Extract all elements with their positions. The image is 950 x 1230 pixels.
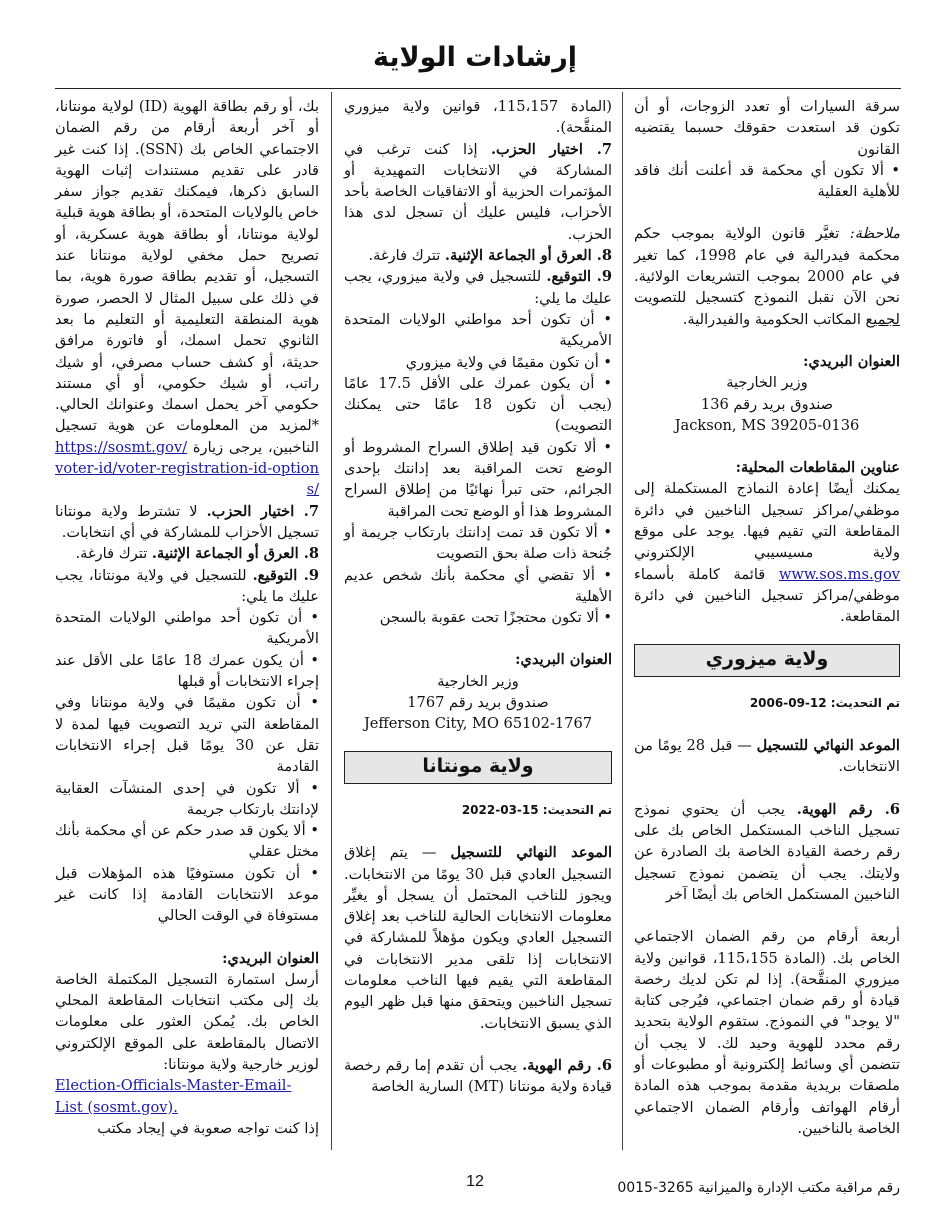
- mail-paragraph: أرسل استمارة التسجيل المكتملة الخاصة بك إلى مكتب انتخابات المقاطعة المحلي الخاص بك. يُمكن العثور على معلومات الاتصال بالمقاطعة على الموقع الإلكتروني لوزير خارجية ولاية مونتانا:: [55, 970, 319, 1074]
- ssn-paragraph: أربعة أرقام من رقم الضمان الاجتماعي الخاص بك. (المادة 115،155، قوانين ولاية ميزوري المنقَّحة). إذا لم تكن لديك رخصة قيادة أو رقم ضمان اجتماعي، فيُرجى كتابة "لا يوجد" في النموذج. ستقوم الولاية بتحديد رقم محدد للهوية وحيد لك. لا يجب أن تتضمن أي وسائط إلكترونية أو مطبوعات أو ملصقات بريدية مقدمة بموجب هذه المادة أرقام الهواتف وأرقام الضمان الاجتماعي الخاصة بالناخبين.: [634, 928, 900, 1137]
- requirement-item: • ألا تكون في إحدى المنشآت العقابية لإدانتك بارتكاب جريمة: [55, 779, 319, 818]
- local-text: يمكنك أيضًا إعادة النماذج المستكملة إلى موظفي/مراكز تسجيل الناخبين في دائرة المقاطعة التي تقيم فيها. يوجد على موقع ولاية مسيسيبي الإلكتروني: [634, 480, 900, 562]
- requirement-item: • أن تكون أحد مواطني الولايات المتحدة الأمريكية: [344, 310, 612, 350]
- section-heading-montana: ولاية مونتانا: [344, 751, 612, 784]
- id-text: يجب أن يحتوي نموذج تسجيل الناخب المستكمل الخاص بك على رقم رخصة القيادة الخاصة بك الصادرة عن ولايتك. يجب أن يتضمن نموذج تسجيل الناخبين المستكمل الخاص بك أيضًا آخر: [634, 800, 900, 903]
- requirement-item: • ألا يكون قد صدر حكم عن أي محكمة بأنك مختل عقلي: [55, 822, 319, 861]
- note-label: ملاحظة:: [849, 225, 900, 243]
- note-emphasis: لجميع: [865, 310, 900, 328]
- deadline-label: الموعد النهائي للتسجيل: [756, 737, 900, 755]
- deadline-paragraph: [634, 735, 900, 778]
- deadline-text: — يتم إغلاق التسجيل العادي قبل 30 يومًا من الانتخابات. ويجوز للناخب المحتمل أن يسجل أو يغيِّر معلومات الانتخابات الحالية للناخب بعد إغلاق التسجيل العادي ويكون مؤهلاً للمشاركة في الانتخابات إذا تلقى مدير الانتخابات في المقاطعة التي يقيم فيها الناخب معلومات تسجيل الناخبين ويتحقق منها قبل ظهر اليوم الذي يسبق الانتخابات.: [344, 844, 612, 1032]
- signature-paragraph: [55, 565, 319, 608]
- sos-ms-link[interactable]: www.sos.ms.gov: [778, 565, 900, 583]
- deadline-text: — قبل 28 يومًا من الانتخابات.: [634, 737, 900, 776]
- mail-label: العنوان البريدي:: [515, 651, 612, 669]
- party-text: لا تشترط ولاية مونتانا تسجيل الأحزاب للمشاركة في أي انتخابات.: [55, 502, 319, 541]
- requirement-item: • أن تكون مقيمًا في ولاية مونتانا وفي المقاطعة التي تريد التصويت فيها لمدة لا تقل عن 30 يومًا قبل إجراء الانتخابات القادمة: [55, 694, 320, 776]
- footer-control-number: رقم مراقبة مكتب الإدارة والميزانية 3265-0015: [617, 1180, 900, 1196]
- requirement-item: • أن يكون عمرك 18 عامًا على الأقل عند إجراء الانتخابات أو قبلها: [55, 651, 319, 691]
- race-label: 8. العرق أو الجماعة الإثنية.: [151, 545, 319, 563]
- id-label: 6. رقم الهوية.: [522, 1056, 612, 1074]
- requirement-item: • ألا تقضي أي محكمة بأنك شخص عديم الأهلية: [344, 566, 612, 605]
- mail-label: العنوان البريدي:: [222, 949, 319, 967]
- column-middle: [344, 96, 612, 1097]
- id-paragraph: [634, 799, 900, 905]
- sosmt-officials-link[interactable]: Election-Officials-Master-Email-List (sosmt.gov).: [55, 1077, 292, 1116]
- section-heading-missouri: ولاية ميزوري: [634, 644, 900, 677]
- address-line: صندوق بريد رقم 1767: [407, 694, 549, 712]
- note-paragraph: [634, 223, 900, 329]
- requirement-item: • أن تكون مقيمًا في ولاية ميزوري: [405, 353, 612, 371]
- party-paragraph: [344, 139, 612, 245]
- signature-text: للتسجيل في ولاية مونتانا، يجب عليك ما يلي:: [55, 566, 319, 605]
- race-text: تترك فارغة.: [368, 247, 445, 265]
- local-label: عناوين المقاطعات المحلية:: [735, 459, 900, 477]
- id-continued-text: بك، أو رقم بطاقة الهوية (ID) لولاية مونتانا، أو آخر أربعة أرقام من رقم الضمان الاجتماعي الخاص بك (SSN). إذا كنت غير قادر على تقديم مستندات إثبات الهوية السابق ذكرها، فيمكنك تقديم جواز سفر خاص بالولايات المتحدة، أو بطاقة هوية قبلية لولاية مونتانا، أو بطاقة هوية عسكرية، أو تصريح حمل مخفي لولاية مونتانا عند التسجيل، أو تقديم بطاقة صورة هوية، بما في ذلك على سبيل المثال لا الحصر، صورة هوية المنطقة التعليمية أو التعليم ما بعد الثانوي تحمل اسمك، أو فاتورة مرافق حديثة، أو كشف حساب مصرفي، أو شيك راتب، أو شيك حكومي، أو أي مستند حكومي آخر يحمل اسمك وعنوانك الحالي. *لمزيد من المعلومات عن هوية تسجيل الناخبين، يرجى زيارة: [55, 98, 320, 456]
- party-text: إذا كنت ترغب في المشاركة في الانتخابات التمهيدية أو المؤتمرات الحزبية أو الاتفاقيات الخاصة بأحد الأحزاب، فليس عليك أن تسجل لدى هذا الحزب.: [344, 140, 612, 243]
- race-paragraph: [344, 245, 612, 266]
- requirement-item: • ألا تكون محتجزًا تحت عقوبة بالسجن: [379, 609, 612, 627]
- sosmt-voter-id-link[interactable]: https://sosmt.gov/voter-id/voter-registration-id-options/: [55, 438, 319, 499]
- requirement-item: • ألا تكون أي محكمة قد أعلنت أنك فاقد للأهلية العقلية: [634, 161, 900, 201]
- address-line: Jackson, MS 39205-0136: [674, 416, 860, 434]
- updated-date: تم التحديث: 15-03-2022: [461, 802, 612, 817]
- requirement-item: • أن يكون عمرك على الأقل 17.5 عامًا (يجب أن تكون 18 عامًا حتى يمكنك التصويت): [344, 374, 612, 435]
- race-text: تترك فارغة.: [75, 545, 152, 563]
- address-line: Jefferson City, MO 65102-1767: [363, 715, 593, 733]
- title-rule: [55, 88, 901, 89]
- id-paragraph: [344, 1055, 612, 1098]
- signature-label: 9. التوقيع.: [546, 268, 612, 286]
- column-left: [55, 96, 319, 1139]
- paragraph: (المادة 115،157، قوانين ولاية ميزوري المنقَّحة).: [344, 98, 612, 137]
- address-line: وزير الخارجية: [437, 672, 519, 690]
- id-label: 6. رقم الهوية.: [796, 800, 900, 818]
- signature-paragraph: [344, 266, 612, 309]
- mail-link-paragraph: [55, 1075, 319, 1118]
- note-text: تغيَّر قانون الولاية بموجب حكم محكمة فيدرالية في عام 1998، كما تغير في عام 2000 بموجب التشريعات الولائية. نحن الآن نقبل النموذج كتسجيل للتصويت: [634, 225, 900, 307]
- party-label: 7. اختيار الحزب.: [206, 502, 319, 520]
- signature-text: للتسجيل في ولاية ميزوري، يجب عليك ما يلي:: [344, 268, 612, 307]
- address-line: وزير الخارجية: [726, 374, 808, 392]
- page-number: 12: [466, 1173, 484, 1190]
- requirement-item: • أن تكون أحد مواطني الولايات المتحدة الأمريكية: [55, 609, 319, 648]
- party-paragraph: [55, 501, 319, 544]
- race-label: 8. العرق أو الجماعة الإثنية.: [444, 247, 612, 265]
- paragraph: إذا كنت تواجه صعوبة في إيجاد مكتب: [97, 1119, 319, 1137]
- updated-date: تم التحديث: 12-09-2006: [749, 695, 900, 710]
- id-continued-paragraph: [55, 96, 319, 501]
- party-label: 7. اختيار الحزب.: [490, 140, 612, 158]
- race-paragraph: [55, 543, 319, 564]
- local-text: قائمة كاملة بأسماء موظفي/مراكز تسجيل الناخبين في دائرة المقاطعة.: [634, 565, 900, 626]
- requirement-item: • ألا تكون قد تمت إدانتك بارتكاب جريمة أو جُنحة ذات صلة بحق التصويت: [344, 523, 612, 563]
- address-line: صندوق بريد رقم 136: [700, 395, 834, 413]
- id-text: يجب أن تقدم إما رقم رخصة قيادة ولاية مونتانا (MT) السارية الخاصة: [344, 1056, 612, 1096]
- requirement-item: • ألا تكون قيد إطلاق السراح المشروط أو الوضع تحت المراقبة بعد إدانتك بإحدى الجرائم، حتى تبرأ نهائيًا من إطلاق السراح المشروط هذا أو الوضع تحت المراقبة: [344, 438, 612, 520]
- note-text: المكاتب الحكومية والفيدرالية.: [682, 310, 866, 328]
- deadline-paragraph: [344, 842, 612, 1034]
- page-title: إرشادات الولاية: [372, 42, 578, 73]
- column-divider: [331, 92, 332, 1150]
- signature-label: 9. التوقيع.: [252, 566, 319, 584]
- column-right: [634, 96, 900, 1139]
- local-paragraph: [634, 478, 900, 627]
- column-divider: [622, 92, 623, 1150]
- mail-label: العنوان البريدي:: [803, 352, 900, 370]
- paragraph: سرقة السيارات أو تعدد الزوجات، أو أن تكون قد استعدت حقوقك حسبما يقتضيه القانون: [634, 98, 900, 158]
- requirement-item: • أن تكون مستوفيًا هذه المؤهلات قبل موعد الانتخابات القادمة إذا كانت غير مستوفاة في الوقت الحالي: [55, 864, 319, 925]
- deadline-label: الموعد النهائي للتسجيل: [450, 844, 613, 862]
